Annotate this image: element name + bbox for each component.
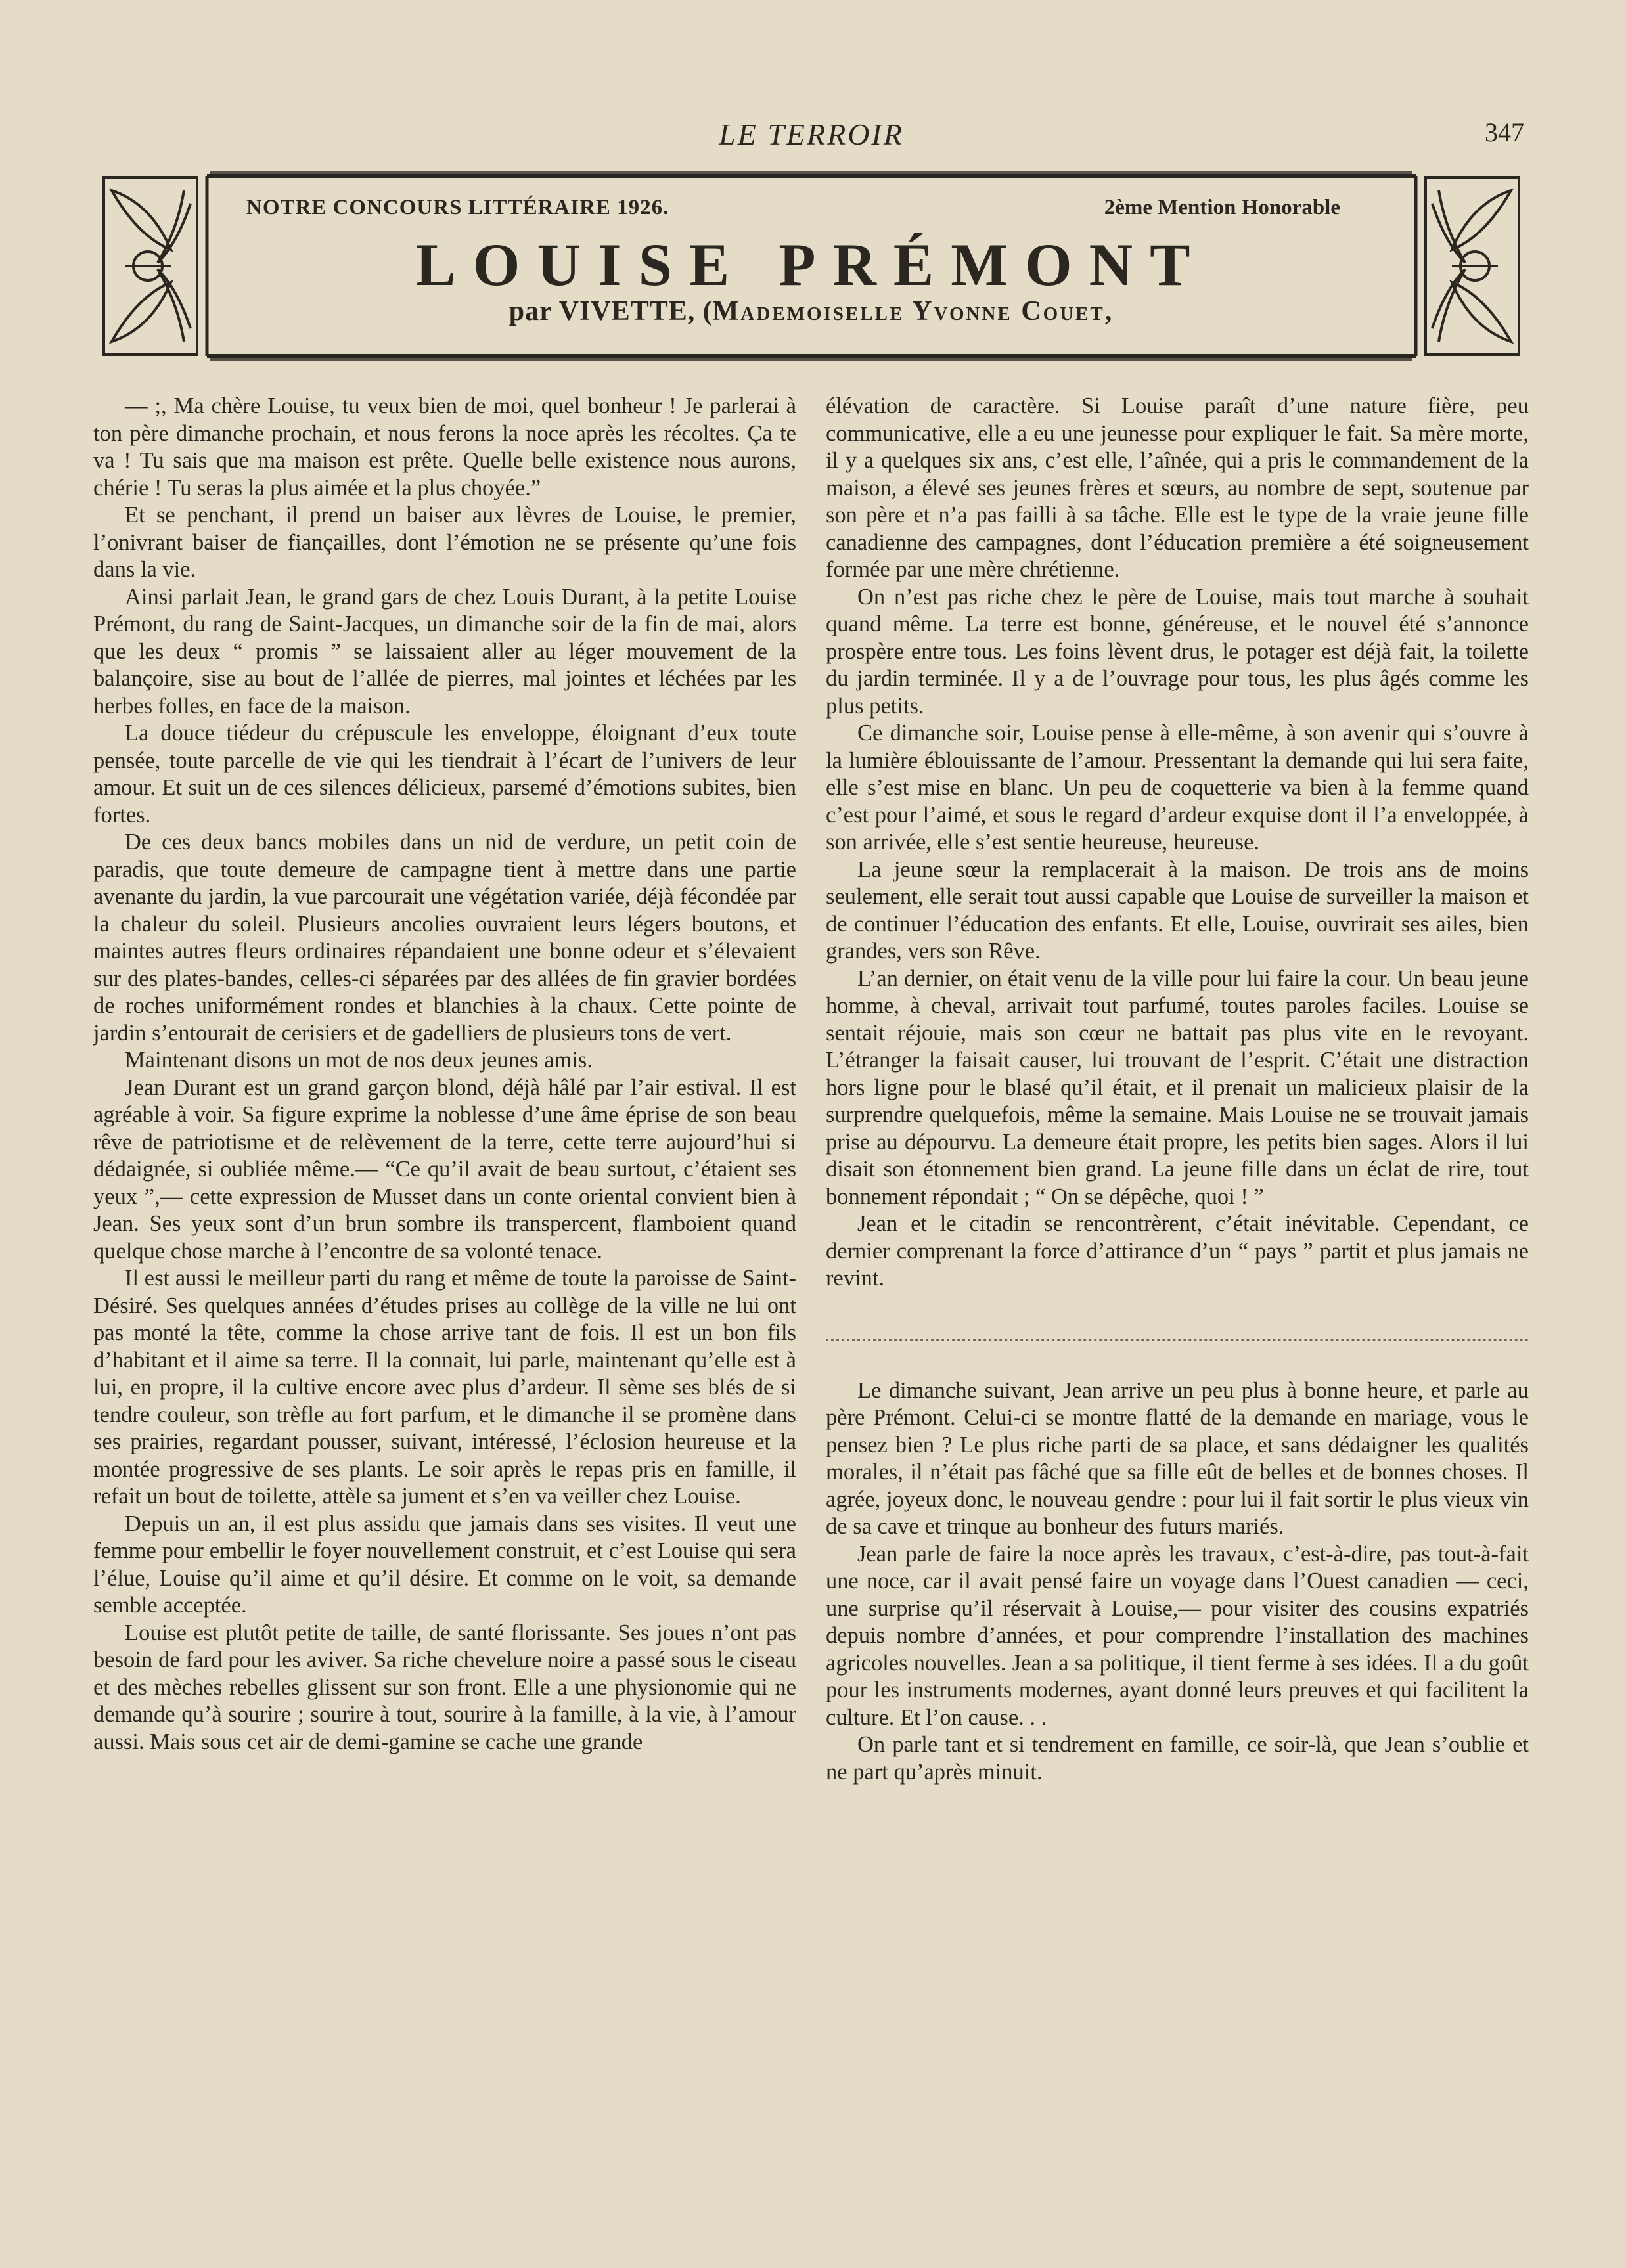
left-column bbox=[93, 393, 796, 1756]
paragraph: Il est aussi le meilleur parti du rang et même de toute la paroisse de Saint-Désiré. Ses quelques années d’études prises au collège de la ville ne lui ont pas monté la tête, comme la chose arrive tant de fois. Il est un bon fils d’habitant et il aime sa terre. Il la connait, lui parle, maintenant qu’elle est à lui, en propre, il la cultive encore avec plus d’ardeur. Il sème ses blés de si tendre couleur, son trèfle au fort parfum, et le dimanche il se promène dans ses prairies, regardant pousser, suivant, intéressé, l’éclosion heureuse et la montée progressive de ses plants. Le soir après le repas pris en famille, il refait un bout de toilette, attèle sa jument et s’en va veiller chez Louise. bbox=[93, 1266, 796, 1509]
dotted-separator bbox=[826, 1312, 1529, 1341]
story-title: LOUISE PRÉMONT bbox=[415, 231, 1208, 298]
paragraph: Louise est plutôt petite de taille, de santé florissante. Ses joues n’ont pas besoin de fard pour les aviver. Sa riche chevelure noire a passé sous le ciseau et des mèches rebelles glissent sur son front. Elle a une physionomie qui ne demande qu’à sourire ; sourire à tout, sourire à la famille, à la vie, à l’amour aussi. Mais sous cet air de demi-gamine se cache une grande bbox=[93, 1620, 796, 1754]
paragraph: Et se penchant, il prend un baiser aux lèvres de Louise, le premier, l’onivrant baiser de fiançailles, dont l’émotion ne se présente qu’une fois dans la vie. bbox=[93, 502, 796, 582]
paragraph: Ce dimanche soir, Louise pense à elle-même, à son avenir qui s’ouvre à la lumière éblouissante de l’amour. Pressentant la demande qui lui sera faite, elle s’est mise en blanc. Un peu de coquetterie va bien à la femme quand c’est pour l’aimé, et sous le regard d’ardeur exquise dont il l’a enveloppée, à son arrivée, elle s’est sentie heureuse, heureuse. bbox=[826, 721, 1529, 855]
paragraph: De ces deux bancs mobiles dans un nid de verdure, un petit coin de paradis, que toute demeure de campagne tient à mettre dans une partie avenante du jardin, la vue parcourait une végétation variée, déjà fécondée par la chaleur du soleil. Plusieurs ancolies ouvraient leurs légers boutons, et maintes autres fleurs ordinaires répandaient une bonne odeur et s’élevaient sur des plates-bandes, celles-ci séparées par des allées de fin gravier bordées de roches uniformément rondes et blanchies à la chaux. Cette pointe de jardin s’entourait de cerisiers et de gadelliers de plusieurs tons de vert. bbox=[93, 830, 796, 1046]
paragraph: Le dimanche suivant, Jean arrive un peu plus à bonne heure, et parle au père Prémont. Celui-ci se montre flatté de la demande en mariage, vous le pensez bien ? Le plus riche parti de sa place, et sans dédaigner les qualités morales, il n’était pas fâché que sa fille eût de belles et de bonnes choses. Il agrée, joyeux donc, le nouveau gendre : pour lui il fait sortir le plus vieux vin de sa cave et trinque au bonheur des futurs mariés. bbox=[826, 1377, 1529, 1539]
page-number: 347 bbox=[1485, 118, 1524, 147]
paragraph: Jean et le citadin se rencontrèrent, c’était inévitable. Cependant, ce dernier comprenant la force d’attirance d’un “ pays ” partit et plus jamais ne revint. bbox=[826, 1211, 1529, 1291]
paragraph: Jean Durant est un grand garçon blond, déjà hâlé par l’air estival. Il est agréable à voir. Sa figure exprime la noblesse d’une âme éprise de son beau rêve de patriotisme et de relèvement de la terre, cette terre aujourd’hui si dédaignée, si oubliée même.— “Ce qu’il avait de beau surtout, c’étaient ses yeux ”,— cette expression de Musset dans un conte oriental convient bien à Jean. Ses yeux sont d’un brun sombre ils transpercent, flamboient quand quelque chose marche à l’encontre de sa volonté tenace. bbox=[93, 1075, 796, 1264]
journal-title: LE TERROIR bbox=[719, 118, 904, 151]
contest-label: NOTRE CONCOURS LITTÉRAIRE 1926. bbox=[246, 196, 669, 219]
byline bbox=[99, 296, 1524, 327]
paragraph: L’an dernier, on était venu de la ville pour lui faire la cour. Un beau jeune homme, à cheval, arrivait tout parfumé, toutes paroles faciles. Louise se sentait réjouie, mais son cœur ne battait pas plus vite en le revoyant. L’étranger la faisait causer, lui trouvant de l’esprit. C’était une distraction hors ligne pour le blasé qu’il était, et il prenait un malicieux plaisir de la surprendre quelquefois, même la semaine. Mais Louise ne se trouvait jamais prise au dépourvu. La demeure était propre, les petits bien sages. Alors il lui disait son étonnement bien grand. La jeune fille dans un éclat de rire, tout bonnement répondait ; “ On se dépêche, quoi ! ” bbox=[826, 966, 1529, 1209]
paragraph: élévation de caractère. Si Louise paraît d’une nature fière, peu communicative, elle a eu une jeunesse pour expliquer le fait. Sa mère morte, il y a quelques six ans, c’est elle, l’aînée, qui a pris le commandement de la maison, a élevé ses jeunes frères et sœurs, au nombre de sept, soutenue par son père et n’a pas failli à sa tâche. Elle est le type de la vraie jeune fille canadienne des campagnes, dont l’éducation première a été soigneusement formée par une mère chrétienne. bbox=[826, 393, 1529, 582]
paragraph: Ainsi parlait Jean, le grand gars de chez Louis Durant, à la petite Louise Prémont, du rang de Saint-Jacques, un dimanche soir de la fin de mai, alors que les deux “ promis ” se laissaient aller au léger mouvement de la balançoire, sise au bout de l’allée de pierres, mal jointes et léchées par les herbes folles, en face de la maison. bbox=[93, 584, 796, 719]
paragraph: Maintenant disons un mot de nos deux jeunes amis. bbox=[125, 1048, 593, 1073]
paragraph: La douce tiédeur du crépuscule les enveloppe, éloignant d’eux toute pensée, toute parcelle de vie qui les tiendrait à l’écart de l’univers de leur amour. Et suit un de ces silences délicieux, parsemé d’émotions subites, bien fortes. bbox=[93, 721, 796, 828]
paragraph: On n’est pas riche chez le père de Louise, mais tout marche à souhait quand même. La terre est bonne, généreuse, et le nouvel été s’annonce prospère entre tous. Les foins lèvent drus, le potager est déjà fait, la toilette du jardin terminée. Il y a de l’ouvrage pour tous, les plus âgés comme les plus petits. bbox=[826, 584, 1529, 719]
mention-label: 2ème Mention Honorable bbox=[1104, 196, 1340, 219]
paragraph: La jeune sœur la remplacerait à la maison. De trois ans de moins seulement, elle serait tout aussi capable que Louise de surveiller la maison et de continuer l’éducation des enfants. Et elle, Louise, ouvrirait ses ailes, bien grandes, vers son Rêve. bbox=[826, 856, 1529, 964]
title-box bbox=[99, 164, 1524, 368]
paragraph: On parle tant et si tendrement en famille, ce soir-là, que Jean s’oublie et ne part qu’après minuit. bbox=[826, 1732, 1529, 1785]
byline-prefix: par VIVETTE, ( bbox=[508, 296, 713, 326]
paragraph: Jean parle de faire la noce après les travaux, c’est-à-dire, pas tout-à-fait une noce, car il avait pensé faire un voyage dans l’Ouest canadien — ceci, une surprise qu’il réservait à Louise,— pour visiter des cousins expatriés depuis nombre d’années, et pour comprendre l’installation des machines agricoles nouvelles. Jean a sa politique, il tient ferme à ses idées. Il a du goût pour les instruments modernes, ayant donné leurs preuves et qui facilitent la culture. Et l’on cause. . . bbox=[826, 1541, 1529, 1730]
paragraph: Depuis un an, il est plus assidu que jamais dans ses visites. Il veut une femme pour embellir le foyer nouvellement construit, et c’est Louise qui sera l’élue, Louise qu’il aime et qu’il désire. Et comme on le voit, sa demande semble acceptée. bbox=[93, 1511, 796, 1618]
right-column bbox=[826, 393, 1529, 1786]
paragraph: — ;, Ma chère Louise, tu veux bien de moi, quel bonheur ! Je parlerai à ton père dimanche prochain, et nous ferons la noce après les récoltes. Ça te va ! Tu sais que ma maison est prête. Quelle belle existence nous aurons, chérie ! Tu seras la plus aimée et la plus choyée.” bbox=[93, 393, 796, 500]
byline-author-name: Mademoiselle Yvonne Couet, bbox=[712, 296, 1114, 326]
running-head bbox=[99, 117, 1524, 156]
